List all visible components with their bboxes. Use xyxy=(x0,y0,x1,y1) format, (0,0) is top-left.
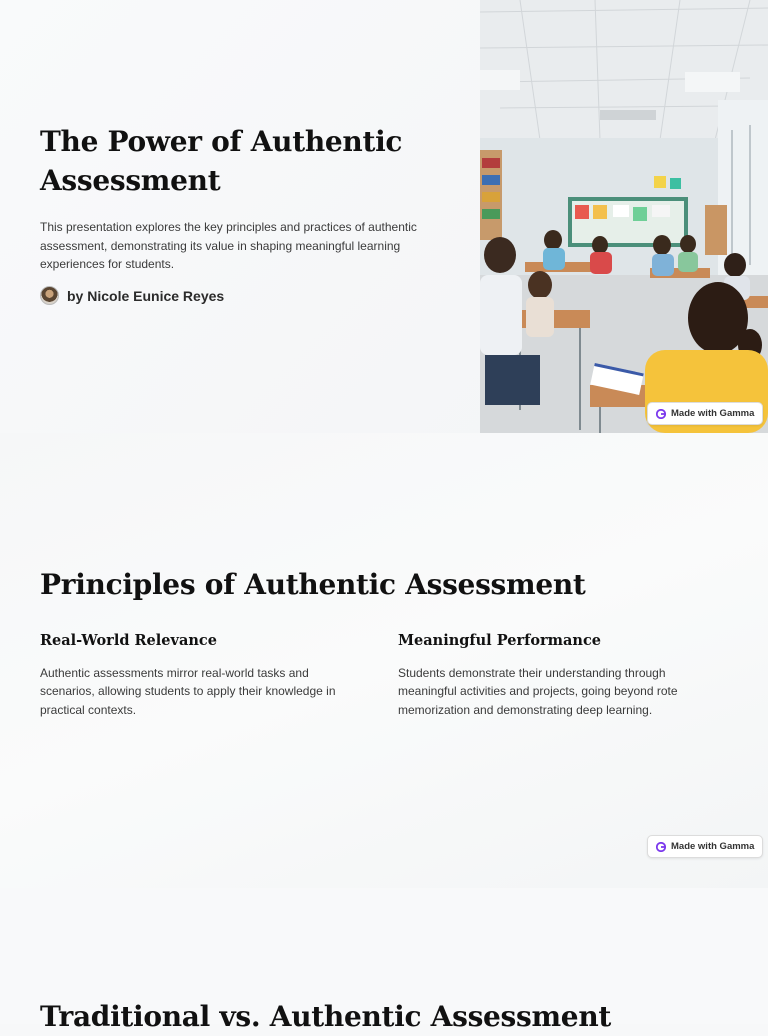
title-slide xyxy=(0,0,768,433)
slide-title: The Power of Authentic Assessment xyxy=(40,125,403,197)
made-with-gamma-badge[interactable] xyxy=(647,402,763,425)
author-line xyxy=(40,286,224,305)
slide-title: Traditional vs. Authentic Assessment xyxy=(40,1000,612,1033)
principle-text: Authentic assessments mirror real-world tasks and scenarios, allowing students to apply their knowledge in practical contexts. xyxy=(40,666,336,717)
made-with-gamma-badge[interactable] xyxy=(647,835,763,858)
principle-column xyxy=(398,631,718,719)
gamma-logo-icon xyxy=(656,842,666,852)
principle-heading: Meaningful Performance xyxy=(398,632,601,649)
slide-title: Principles of Authentic Assessment xyxy=(40,568,586,601)
principle-text: Students demonstrate their understanding through meaningful activities and projects, going beyond rote memorization and demonstrating deep learning. xyxy=(398,666,678,717)
principle-heading: Real-World Relevance xyxy=(40,632,217,649)
classroom-photo xyxy=(480,0,768,433)
principles-slide xyxy=(0,433,768,888)
slide-description: This presentation explores the key principles and practices of authentic assessment, demonstrating its value in shaping meaningful learning experiences for students. xyxy=(40,220,417,271)
author-avatar xyxy=(40,286,59,305)
comparison-slide xyxy=(0,888,768,1033)
badge-label: Made with Gamma xyxy=(671,408,755,419)
author-name: by Nicole Eunice Reyes xyxy=(67,287,225,304)
badge-label: Made with Gamma xyxy=(671,841,755,852)
gamma-logo-icon xyxy=(656,409,666,419)
principle-column xyxy=(40,631,360,719)
